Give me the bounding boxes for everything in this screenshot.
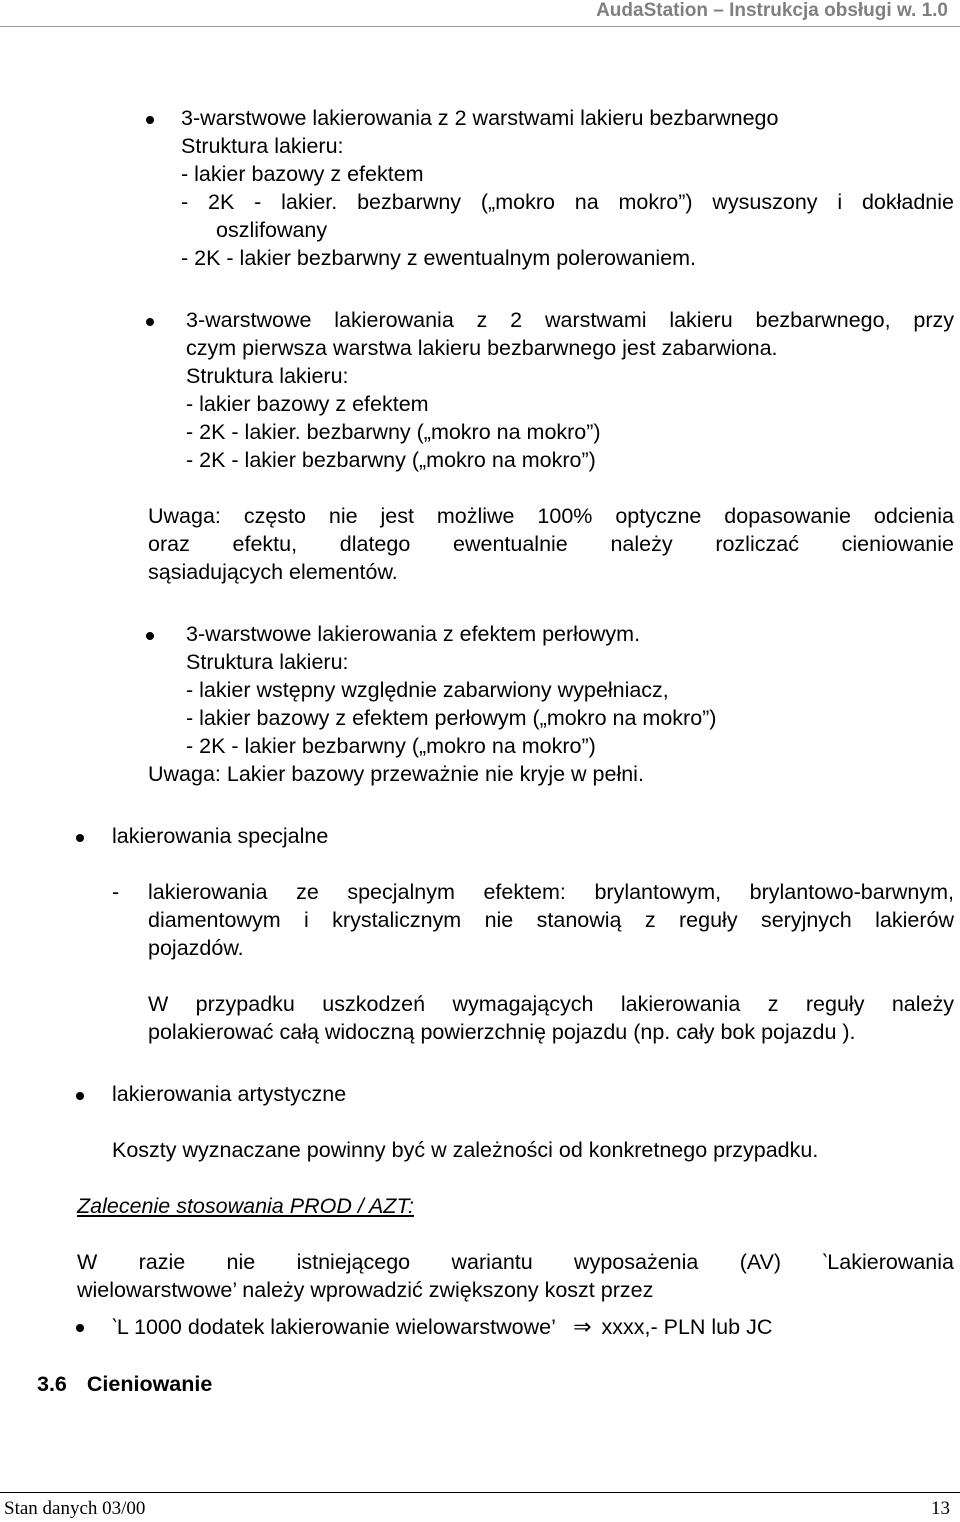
special-p2-line2: polakierować całą widoczną powierzchnię pojazdu (np. cały bok pojazdu ). — [148, 1020, 856, 1044]
footer-rule — [0, 1492, 960, 1493]
recommend-line2: wielowarstwowe’ należy wprowadzić zwiększony koszt przez — [77, 1278, 654, 1302]
bullet-icon — [146, 632, 154, 640]
special-bullet: lakierowania specjalne — [112, 824, 329, 848]
footer-page-number: 13 — [931, 1498, 950, 1519]
section2-item3: - 2K - lakier bezbarwny („mokro na mokro”) — [186, 448, 596, 472]
recommend-title: Zalecenie stosowania PROD / AZT: — [77, 1194, 414, 1218]
artistic-text: Koszty wyznaczane powinny być w zależności od konkretnego przypadku. — [112, 1138, 819, 1162]
special-p1-line2: diamentowym i krystalicznym nie stanowią z reguły seryjnych lakierów — [148, 908, 954, 932]
section3-item3: - 2K - lakier bezbarwny („mokro na mokro”) — [186, 734, 596, 758]
recommend-bullet — [112, 1314, 772, 1340]
bullet-icon — [146, 116, 154, 124]
special-dash: - — [112, 880, 120, 904]
bullet-icon — [76, 834, 84, 842]
artistic-bullet: lakierowania artystyczne — [112, 1082, 347, 1106]
section2-bullet-b: czym pierwsza warstwa lakieru bezbarwnego jest zabarwiona. — [186, 336, 778, 360]
section-heading — [37, 1372, 212, 1397]
special-p2-line1: W przypadku uszkodzeń wymagających lakierowania z reguły należy — [148, 992, 954, 1016]
section3-note: Uwaga: Lakier bazowy przeważnie nie kryje w pełni. — [148, 762, 644, 786]
bullet-icon — [146, 318, 154, 326]
section1-item3: - 2K - lakier bezbarwny z ewentualnym polerowaniem. — [181, 246, 697, 270]
section1-structure-label: Struktura lakieru: — [181, 134, 344, 158]
section1-bullet: 3-warstwowe lakierowania z 2 warstwami lakieru bezbarwnego — [181, 106, 779, 130]
section-heading-title: Cieniowanie — [86, 1372, 213, 1396]
document-header-title: AudaStation – Instrukcja obsługi w. 1.0 — [596, 0, 948, 21]
recommend-line1: W razie nie istniejącego wariantu wyposażenia (AV) ‵Lakierowania — [77, 1250, 954, 1274]
bullet-icon — [76, 1092, 84, 1100]
footer-date: Stan danych 03/00 — [4, 1498, 146, 1519]
section3-bullet: 3-warstwowe lakierowania z efektem perłowym. — [186, 622, 641, 646]
section1-item2b: oszlifowany — [216, 218, 328, 242]
section3-item1: - lakier wstępny względnie zabarwiony wypełniacz, — [186, 678, 669, 702]
section2-item1: - lakier bazowy z efektem — [186, 392, 429, 416]
section3-item2: - lakier bazowy z efektem perłowym („mokro na mokro”) — [186, 706, 717, 730]
note1-line2: oraz efektu, dlatego ewentualnie należy rozliczać cieniowanie — [148, 532, 954, 556]
section2-item2: - 2K - lakier. bezbarwny („mokro na mokro”) — [186, 420, 601, 444]
double-arrow-icon: ⇒ — [573, 1314, 592, 1339]
section2-bullet-a: 3-warstwowe lakierowania z 2 warstwami lakieru bezbarwnego, przy — [186, 308, 954, 332]
special-p1-line1: lakierowania ze specjalnym efektem: brylantowym, brylantowo-barwnym, — [148, 880, 954, 904]
header-rule — [0, 26, 960, 27]
recommend-bullet-text: ‵L 1000 dodatek lakierowanie wielowarstwowe’ — [112, 1315, 556, 1339]
section1-item2a: - 2K - lakier. bezbarwny („mokro na mokro”) wysuszony i dokładnie — [181, 190, 954, 214]
recommend-bullet-tail: xxxx,- PLN lub JC — [601, 1315, 773, 1339]
section1-item1: - lakier bazowy z efektem — [181, 162, 424, 186]
section-heading-number: 3.6 — [37, 1372, 67, 1396]
section3-structure-label: Struktura lakieru: — [186, 650, 349, 674]
note1-line1: Uwaga: często nie jest możliwe 100% optyczne dopasowanie odcienia — [148, 504, 954, 528]
note1-line3: sąsiadujących elementów. — [148, 560, 398, 584]
bullet-icon — [76, 1324, 84, 1332]
section2-structure-label: Struktura lakieru: — [186, 364, 349, 388]
special-p1-line3: pojazdów. — [148, 936, 244, 960]
